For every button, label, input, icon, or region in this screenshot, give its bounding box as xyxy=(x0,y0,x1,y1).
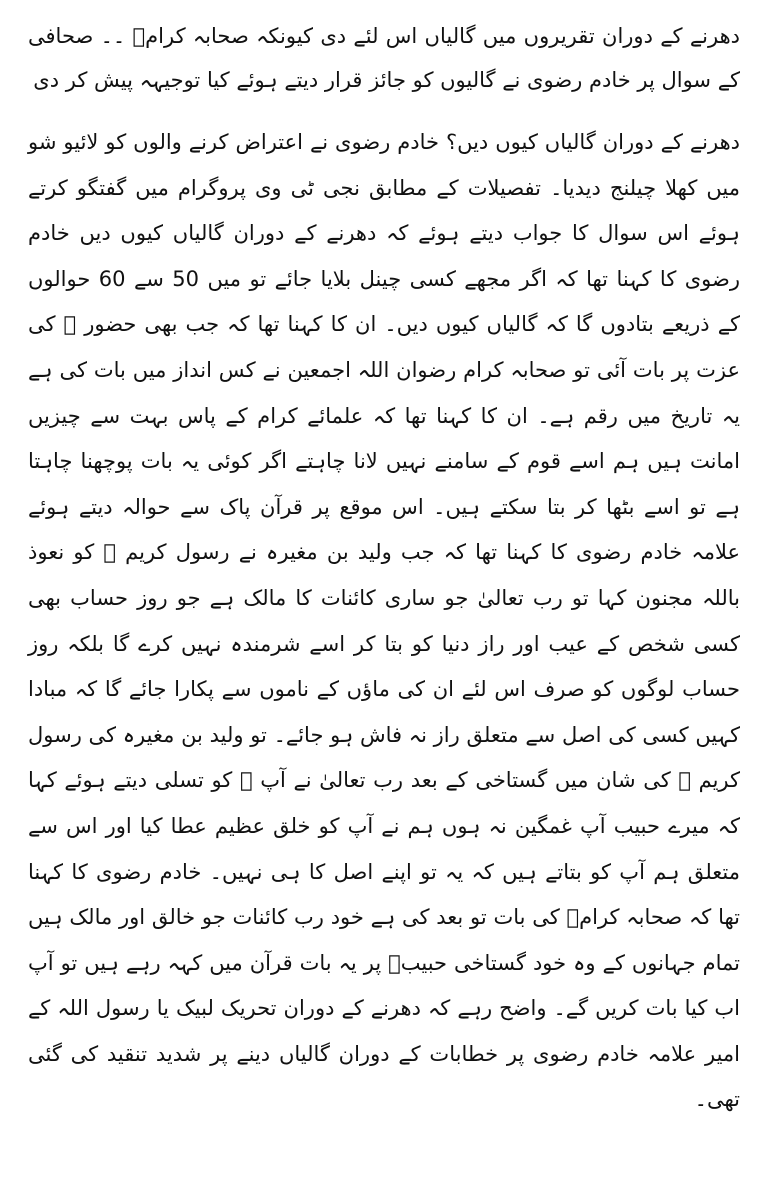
news-article xyxy=(28,14,740,1123)
article-headline: دھرنے کے دوران تقریروں میں گالیاں اس لئے دی کیونکہ صحابہ کرامؓ ۔۔ صحافی کے سوال پر خادم رضوی نے گالیوں کو جائز قرار دیتے ہوئے کیا توجیہہ پیش کر دی xyxy=(28,24,740,92)
article-body: دھرنے کے دوران گالیاں کیوں دیں؟ خادم رضوی نے اعتراض کرنے والوں کو لائیو شو میں کھلا چیلنج دیدیا۔ تفصیلات کے مطابق نجی ٹی وی پروگرام میں گفتگو کرتے ہوئے اس سوال کا جواب دیتے ہوئے کہ دھرنے کے دوران گالیاں کیوں دیں خادم رضوی کا کہنا تھا کہ اگر مجھے کسی چینل بلایا جائے تو میں 50 سے 60 حوالوں کے ذریعے بتادوں گا کہ گالیاں کیوں دیں۔ ان کا کہنا تھا کہ جب بھی حضور ﷺ کی عزت پر بات آئی تو صحابہ کرام رضوان اللہ اجمعین نے کس انداز میں بات کی ہے یہ تاریخ میں رقم ہے۔ ان کا کہنا تھا کہ علمائے کرام کے پاس بہت سے چیزیں امانت ہیں ہم اسے قوم کے سامنے نہیں لانا چاہتے اگر کوئی یہ بات پوچھنا چاہتا ہے تو اسے بٹھا کر بتا سکتے ہیں۔ اس موقع پر قرآن پاک سے حوالہ دیتے ہوئے علامہ خادم رضوی کا کہنا تھا کہ جب ولید بن مغیرہ نے رسول کریم ﷺ کو نعوذ باللہ مجنون کہا تو رب تعالیٰ جو ساری کائنات کا مالک ہے جو روز حساب بھی کسی شخص کے عیب اور راز دنیا کو بتا کر اسے شرمندہ نہیں کرے گا بلکہ روز حساب لوگوں کو صرف اس لئے ان کی ماؤں کے ناموں سے پکارا جائے گا کہ مبادا کہیں کسی کی اصل سے متعلق راز نہ فاش ہو جائے۔ تو ولید بن مغیرہ کی رسول کریم ﷺ کی شان میں گستاخی کے بعد رب تعالیٰ نے آپ ﷺ کو تسلی دیتے ہوئے کہا کہ میرے حبیب آپ غمگین نہ ہوں ہم نے آپ کو خلق عظیم عطا کیا اور اس سے متعلق ہم آپ کو بتاتے ہیں کہ یہ تو اپنے اصل کا ہی نہیں۔ خادم رضوی کا کہنا تھا کہ صحابہ کرامؓ کی بات تو بعد کی ہے خود رب کائنات جو خالق اور مالک ہیں تمام جہانوں کے وہ خود گستاخی حبیبؐ پر یہ بات قرآن میں کہہ رہے ہیں تو آپ اب کیا بات کریں گے۔ واضح رہے کہ دھرنے کے دوران تحریک لبیک یا رسول اللہ کے امیر علامہ خادم رضوی پر خطابات کے دوران گالیاں دینے پر شدید تنقید کی گئی تھی۔ xyxy=(28,130,741,1112)
